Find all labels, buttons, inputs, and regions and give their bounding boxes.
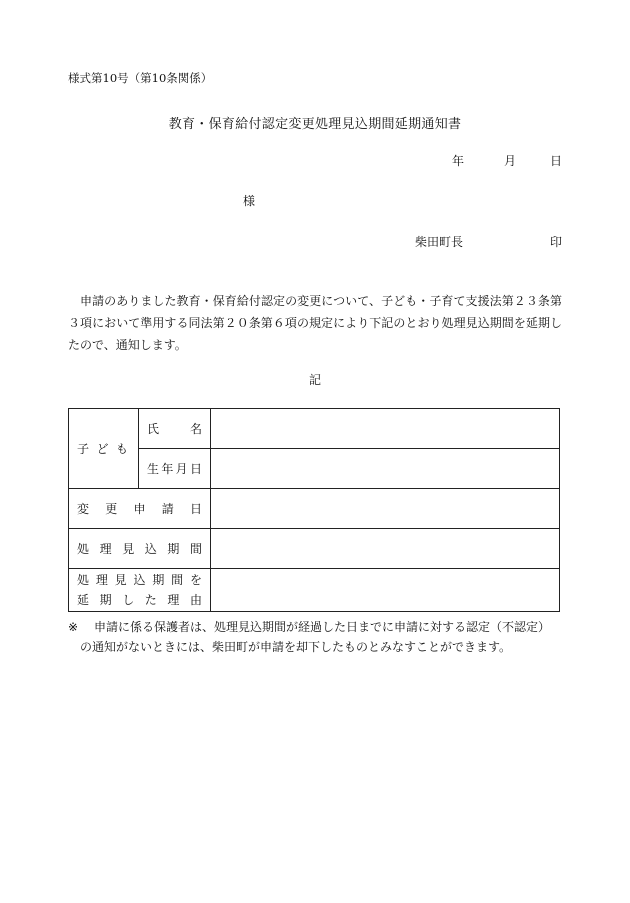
change-request-date-label: 変 更 申 請 日	[69, 489, 211, 529]
processing-period-value-cell	[211, 529, 560, 569]
birthdate-value-cell	[211, 449, 560, 489]
processing-period-label: 処 理 見 込 期 間	[69, 529, 211, 569]
seal-mark: 印	[550, 235, 563, 249]
note-mark: ※	[68, 620, 79, 634]
table-row	[69, 569, 560, 612]
date-month-label: 月	[504, 154, 517, 168]
child-group-label: 子 ど も	[69, 409, 139, 489]
date-year-label: 年	[452, 154, 465, 168]
ki-heading: 記	[308, 373, 321, 387]
table-row	[69, 489, 560, 529]
table-row	[69, 449, 560, 489]
name-value-cell	[211, 409, 560, 449]
addressee-suffix: 様	[243, 194, 256, 208]
extension-reason-label: 処 理 見 込 期 間 を 延 期 し た 理 由	[69, 569, 211, 612]
document-title: 教育・保育給付認定変更処理見込期間延期通知書	[168, 117, 462, 132]
table-row	[69, 529, 560, 569]
extension-reason-value-cell	[211, 569, 560, 612]
change-request-date-value-cell	[211, 489, 560, 529]
form-number: 様式第10号（第10条関係）	[68, 71, 213, 85]
table-row	[69, 409, 560, 449]
issuer-name: 柴田町長	[415, 235, 464, 249]
info-table	[68, 408, 560, 612]
note-line-2: の通知がないときには、柴田町が申請を却下したものとみなすことができます。	[80, 640, 512, 654]
note-line-1: 申請に係る保護者は、処理見込期間が経過した日までに申請に対する認定（不認定）	[94, 620, 551, 634]
birthdate-label: 生 年 月 日	[139, 449, 211, 489]
date-day-label: 日	[550, 154, 563, 168]
footnote	[68, 617, 562, 657]
body-paragraph: 申請のありました教育・保育給付認定の変更について、子ども・子育て支援法第２３条第３項において準用する同法第２０条第６項の規定により下記のとおり処理見込期間を延期したので、通知します。	[68, 294, 562, 352]
name-label: 氏 名	[139, 409, 211, 449]
